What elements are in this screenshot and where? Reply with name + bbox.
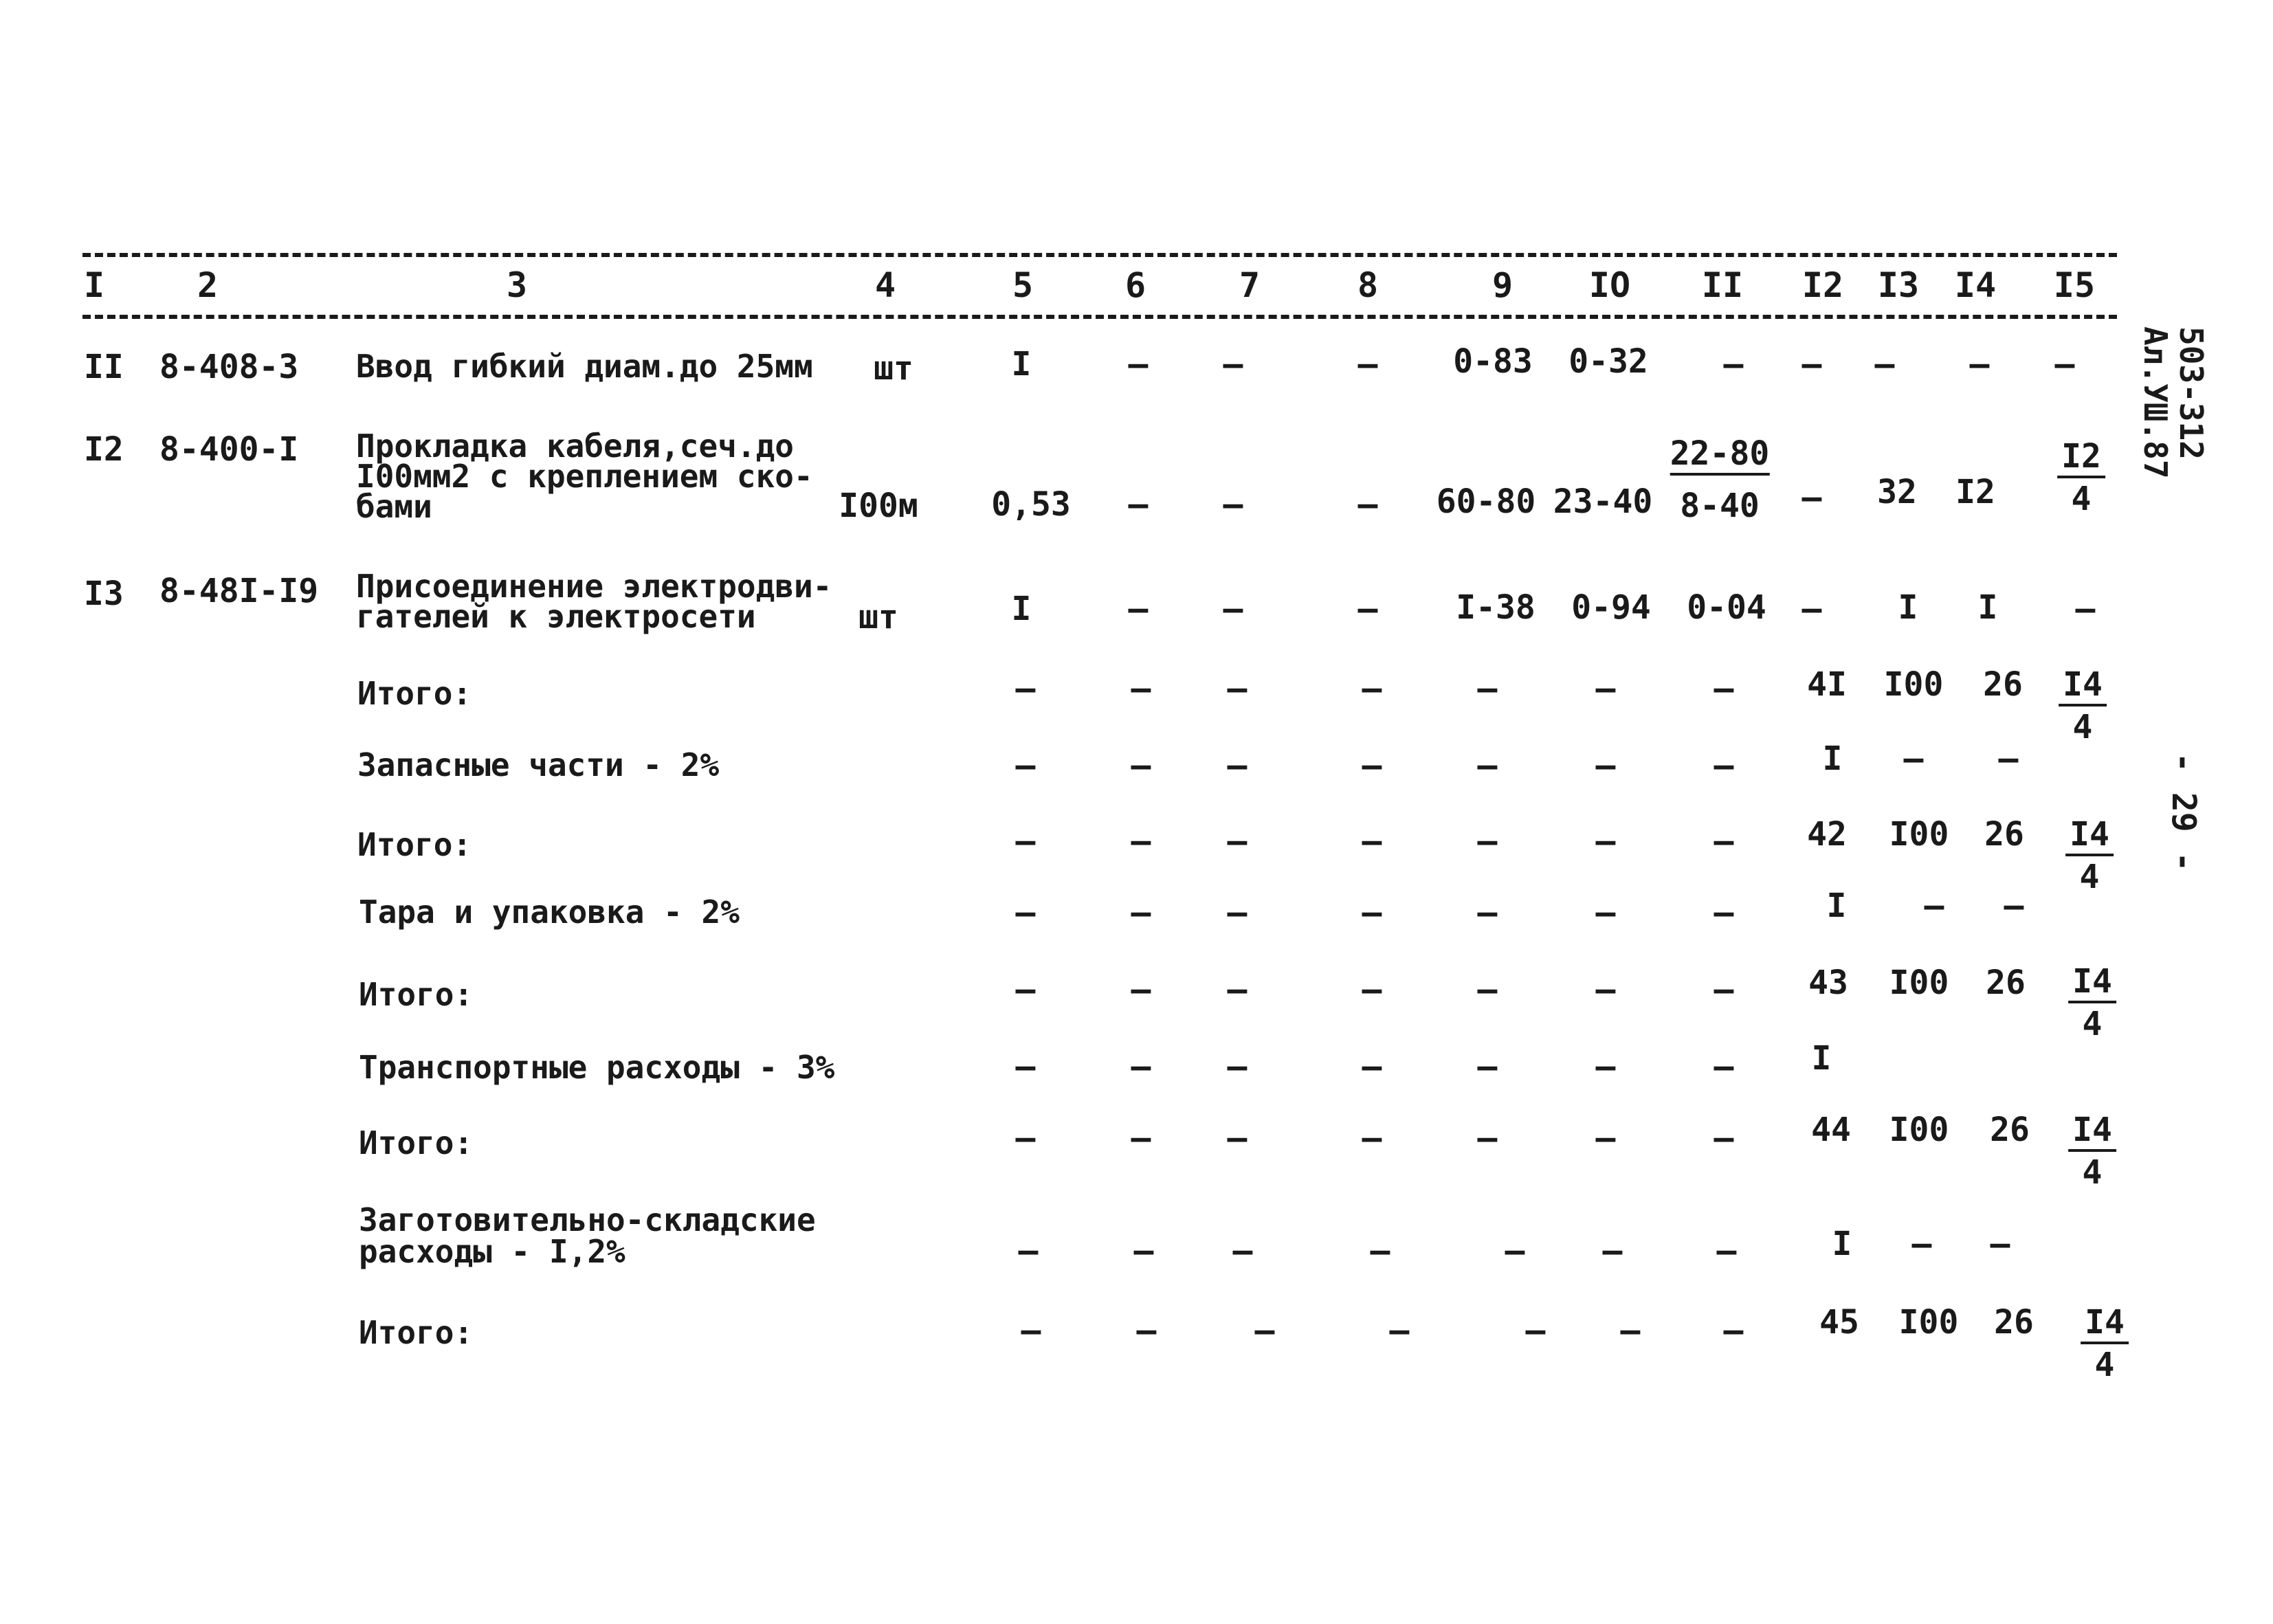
header-col-10: IO (1588, 265, 1631, 305)
summary-col-6: – (1133, 1232, 1154, 1270)
row-number: I3 (84, 575, 124, 613)
summary-col-12: I (1811, 1039, 1832, 1078)
summary-col-11: – (1714, 669, 1734, 708)
row-col-7: – (1223, 345, 1243, 383)
summary-col-11: – (1723, 1311, 1744, 1350)
summary-col-7: – (1227, 669, 1248, 708)
row-col-6: – (1128, 485, 1149, 524)
summary-col-5: – (1018, 1232, 1039, 1270)
summary-col-7: – (1227, 970, 1248, 1009)
summary-label-line-2: расходы - I,2% (359, 1233, 625, 1270)
fraction-numerator: I4 (2081, 1306, 2129, 1344)
summary-col-11: – (1714, 822, 1734, 860)
summary-col-6: – (1131, 893, 1151, 932)
table-top-rule (82, 253, 2117, 257)
header-col-13: I3 (1877, 265, 1920, 305)
summary-col-10: – (1595, 893, 1616, 932)
header-col-5: 5 (1012, 265, 1034, 305)
summary-label: Транспортные расходы - 3% (359, 1049, 835, 1086)
summary-col-8: – (1362, 970, 1382, 1009)
row-col-15-fraction (2057, 437, 2105, 518)
summary-col-15-fraction (2065, 815, 2114, 896)
summary-col-6: – (1136, 1311, 1157, 1350)
row-description-line-2: гателей к электросети (356, 598, 756, 635)
summary-col-5: – (1015, 822, 1036, 860)
header-col-2: 2 (197, 265, 219, 305)
summary-col-12: 4I (1807, 665, 1847, 704)
summary-col-9: – (1505, 1232, 1525, 1270)
summary-col-14: 26 (1986, 964, 2026, 1002)
summary-col-12: I (1822, 739, 1843, 778)
summary-col-7: – (1227, 1047, 1248, 1086)
row-unit: I00м (839, 487, 918, 525)
row-col-14: I2 (1955, 473, 1995, 511)
summary-col-7: – (1227, 1119, 1248, 1157)
summary-col-10: – (1595, 822, 1616, 860)
summary-label: Запасные части - 2% (357, 746, 720, 783)
summary-col-11: – (1714, 1047, 1734, 1086)
summary-col-12: 42 (1807, 815, 1847, 854)
row-code: 8-408-3 (159, 348, 299, 386)
summary-col-5: – (1021, 1311, 1041, 1350)
row-col-6: – (1128, 345, 1149, 383)
summary-col-13: I00 (1889, 1111, 1949, 1149)
row-col-11: 0-04 (1687, 588, 1766, 627)
row-description-line-1: Присоединение электродви- (356, 568, 832, 605)
table-header-rule (82, 315, 2117, 319)
summary-col-12: I (1832, 1225, 1852, 1263)
header-col-9: 9 (1492, 265, 1514, 305)
summary-label: Итого: (359, 976, 474, 1013)
summary-col-6: – (1131, 1047, 1151, 1086)
summary-col-10: – (1595, 970, 1616, 1009)
row-description-line-2: I00мм2 с креплением ско- (356, 458, 813, 495)
fraction-denominator: 4 (2094, 1346, 2115, 1384)
row-number: II (84, 348, 124, 386)
summary-col-6: – (1131, 746, 1151, 785)
summary-label: Итого: (357, 675, 472, 712)
summary-col-8: – (1362, 746, 1382, 785)
summary-col-9: – (1477, 893, 1498, 932)
summary-col-9: – (1477, 822, 1498, 860)
summary-col-11: – (1714, 970, 1734, 1009)
row-col-12: – (1801, 590, 1822, 628)
fraction-numerator: I4 (2065, 818, 2114, 856)
fraction-denominator: 4 (2082, 1153, 2103, 1192)
summary-col-8: – (1362, 893, 1382, 932)
summary-col-10: – (1595, 1047, 1616, 1086)
summary-col-12: I (1826, 887, 1847, 925)
header-col-4: 4 (874, 265, 896, 305)
summary-label: Тара и упаковка - 2% (359, 893, 740, 931)
row-col-15: – (2054, 345, 2075, 383)
summary-col-7: – (1227, 746, 1248, 785)
summary-label: Итого: (357, 826, 472, 863)
summary-col-10: – (1595, 669, 1616, 708)
summary-col-13: I00 (1898, 1303, 1959, 1342)
fraction-numerator: I4 (2059, 668, 2107, 707)
summary-col-8: – (1370, 1232, 1390, 1270)
row-description: Ввод гибкий диам.до 25мм (356, 348, 813, 385)
summary-col-8: – (1389, 1311, 1410, 1350)
summary-col-13: I00 (1883, 665, 1944, 704)
header-col-1: I (84, 265, 105, 305)
summary-col-8: – (1362, 822, 1382, 860)
summary-col-8: – (1362, 1119, 1382, 1157)
summary-col-5: – (1015, 1119, 1036, 1157)
row-col-13: – (1874, 345, 1895, 383)
summary-col-5: – (1015, 669, 1036, 708)
row-col-7: – (1223, 485, 1243, 524)
fraction-denominator: 4 (2071, 480, 2092, 518)
row-col-8: – (1357, 590, 1378, 628)
summary-col-6: – (1131, 822, 1151, 860)
row-col-10: 0-32 (1568, 342, 1648, 381)
row-col-14: – (1969, 345, 1990, 383)
row-code: 8-48I-I9 (159, 572, 319, 610)
row-col-11: – (1723, 345, 1744, 383)
summary-col-7: – (1254, 1311, 1275, 1350)
document-code-line-2: Ал.УШ.87 (2137, 326, 2174, 479)
fraction-denominator: 4 (2082, 1005, 2103, 1043)
row-unit: шт (874, 349, 913, 388)
summary-col-14: 26 (1983, 665, 2023, 704)
summary-col-11: – (1716, 1232, 1737, 1270)
row-col-12: – (1801, 478, 1822, 517)
summary-col-13: I00 (1889, 815, 1949, 854)
summary-col-7: – (1227, 893, 1248, 932)
summary-col-12: 45 (1819, 1303, 1859, 1342)
summary-col-9: – (1477, 1119, 1498, 1157)
row-col-9: I-38 (1456, 588, 1535, 627)
summary-col-9: – (1477, 1047, 1498, 1086)
header-col-7: 7 (1239, 265, 1261, 305)
summary-col-13: I00 (1889, 964, 1949, 1002)
summary-col-7: – (1232, 1232, 1253, 1270)
summary-col-8: – (1362, 669, 1382, 708)
row-col-9: 0-83 (1453, 342, 1533, 381)
summary-col-6: – (1131, 970, 1151, 1009)
row-description-line-3: бами (356, 488, 432, 525)
row-quantity: I (1011, 590, 1032, 628)
summary-col-9: – (1477, 970, 1498, 1009)
summary-col-5: – (1015, 1047, 1036, 1086)
fraction-numerator: I2 (2057, 440, 2105, 478)
summary-col-5: – (1015, 970, 1036, 1009)
document-code-line-1: 503-312 (2173, 326, 2210, 460)
summary-col-14: – (2004, 887, 2024, 925)
header-col-3: 3 (506, 265, 528, 305)
summary-col-6: – (1131, 669, 1151, 708)
row-col-14: I (1977, 588, 1998, 627)
summary-col-8: – (1362, 1047, 1382, 1086)
fraction-numerator: I4 (2068, 965, 2116, 1003)
summary-col-9: – (1525, 1311, 1546, 1350)
summary-col-14: – (1990, 1225, 2010, 1263)
row-col-7: – (1223, 590, 1243, 628)
summary-col-5: – (1015, 746, 1036, 785)
summary-col-6: – (1131, 1119, 1151, 1157)
summary-col-9: – (1477, 746, 1498, 785)
header-col-6: 6 (1124, 265, 1146, 305)
summary-col-15-fraction (2059, 665, 2107, 746)
summary-col-14: 26 (1984, 815, 2024, 854)
row-col-9: 60-80 (1436, 482, 1536, 521)
summary-col-5: – (1015, 893, 1036, 932)
row-quantity: I (1011, 345, 1032, 383)
summary-label: Итого: (359, 1124, 474, 1161)
summary-col-12: 44 (1811, 1111, 1851, 1149)
summary-col-10: – (1602, 1232, 1623, 1270)
summary-col-13: – (1924, 887, 1944, 925)
margin-document-code (2120, 326, 2230, 553)
row-col-11-stacked (1670, 434, 1770, 525)
header-col-14: I4 (1954, 265, 1997, 305)
row-quantity: 0,53 (991, 485, 1071, 524)
row-col-11-top: 22-80 (1670, 437, 1770, 476)
row-col-15: – (2075, 590, 2096, 628)
header-col-8: 8 (1357, 265, 1379, 305)
row-col-13: I (1898, 588, 1918, 627)
row-col-6: – (1128, 590, 1149, 628)
header-col-15: I5 (2053, 265, 2096, 305)
summary-col-15-fraction (2081, 1303, 2129, 1384)
fraction-denominator: 4 (2072, 708, 2093, 746)
row-unit: шт (858, 598, 898, 636)
summary-col-9: – (1477, 669, 1498, 708)
summary-col-11: – (1714, 746, 1734, 785)
summary-col-13: – (1903, 739, 1924, 778)
fraction-denominator: 4 (2079, 858, 2100, 896)
row-col-10: 0-94 (1571, 588, 1651, 627)
summary-col-14: 26 (1990, 1111, 2030, 1149)
row-col-10: 23-40 (1553, 482, 1653, 521)
header-col-11: II (1701, 265, 1744, 305)
summary-col-11: – (1714, 893, 1734, 932)
summary-col-11: – (1714, 1119, 1734, 1157)
summary-col-15-fraction (2068, 962, 2116, 1043)
row-col-11-bottom: 8-40 (1680, 487, 1760, 525)
summary-col-15-fraction (2068, 1111, 2116, 1192)
summary-col-13: – (1911, 1225, 1932, 1263)
row-col-12: – (1801, 345, 1822, 383)
summary-col-12: 43 (1808, 964, 1848, 1002)
header-col-12: I2 (1801, 265, 1844, 305)
row-col-8: – (1357, 345, 1378, 383)
summary-col-14: – (1998, 739, 2019, 778)
row-col-13: 32 (1877, 473, 1917, 511)
summary-col-14: 26 (1994, 1303, 2034, 1342)
row-number: I2 (84, 430, 124, 469)
summary-label: Итого: (359, 1314, 474, 1351)
summary-col-7: – (1227, 822, 1248, 860)
page-number: - 29 - (2164, 753, 2203, 872)
summary-label-line-1: Заготовительно-складские (359, 1201, 816, 1238)
row-col-8: – (1357, 485, 1378, 524)
summary-col-10: – (1620, 1311, 1641, 1350)
summary-col-10: – (1595, 746, 1616, 785)
summary-col-10: – (1595, 1119, 1616, 1157)
row-description-line-1: Прокладка кабеля,сеч.до (356, 427, 794, 465)
row-code: 8-400-I (159, 430, 299, 469)
fraction-numerator: I4 (2068, 1113, 2116, 1152)
